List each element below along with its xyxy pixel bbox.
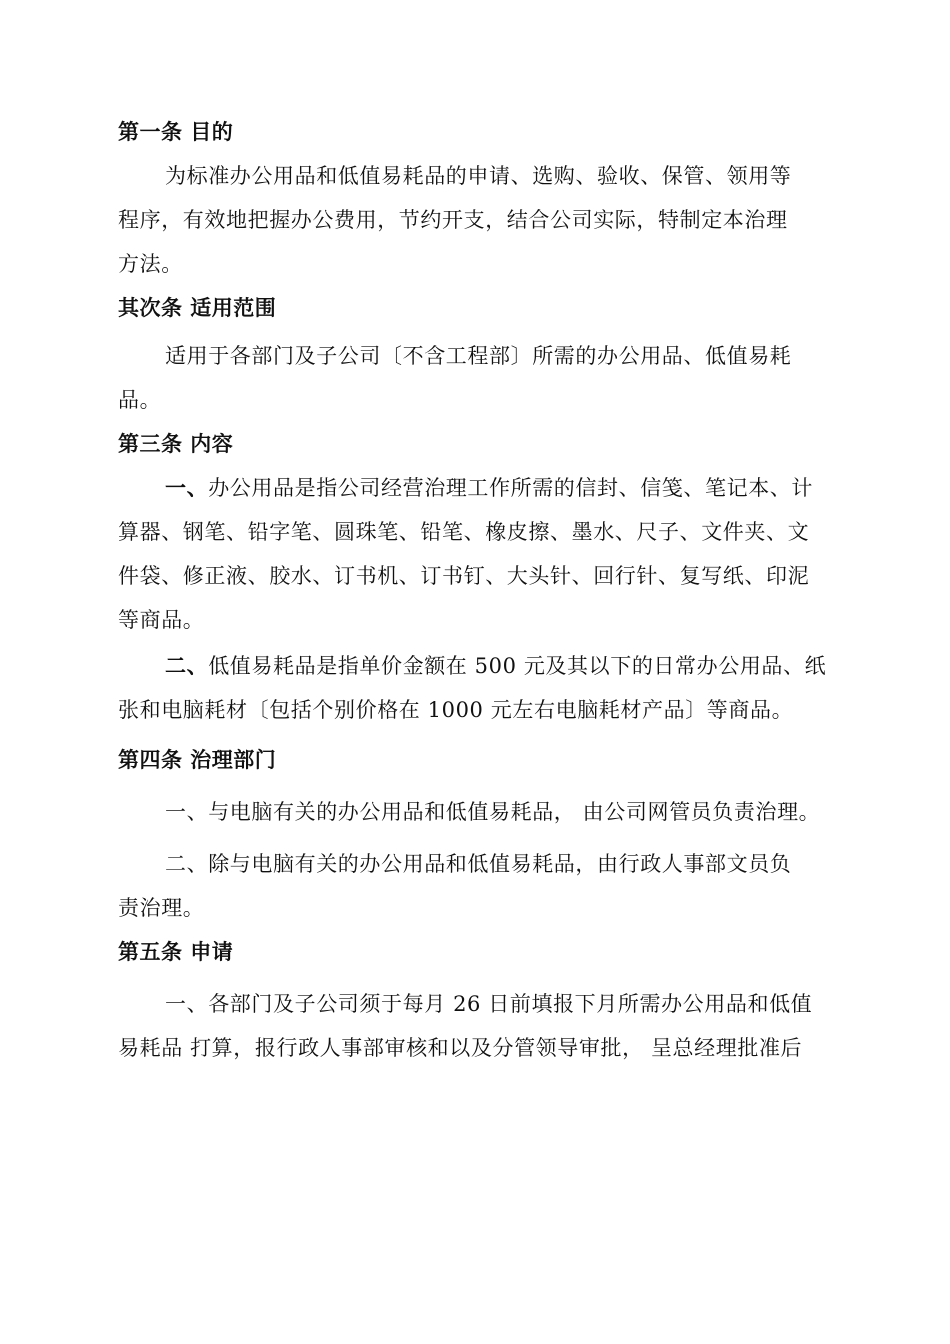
article-2-paragraph-line: 适用于各部门及子公司〔不含工程部〕所需的办公用品、低值易耗	[165, 344, 792, 368]
article-4-paragraph-line: 一、与电脑有关的办公用品和低值易耗品， 由公司网管员负责治理。	[165, 800, 821, 824]
article-4-paragraph-line: 责治理。	[118, 896, 205, 920]
article-4-paragraph-line: 二、除与电脑有关的办公用品和低值易耗品，由行政人事部文员负	[165, 852, 792, 876]
article-1-paragraph-line: 方法。	[118, 252, 183, 276]
item-1-number: 一、	[165, 476, 209, 500]
article-2-paragraph-line: 品。	[118, 388, 162, 412]
article-3-item-1-line: 算器、钢笔、铅字笔、圆珠笔、铅笔、橡皮擦、墨水、尺子、文件夹、文	[118, 520, 810, 544]
article-5-paragraph-line: 一、各部门及子公司须于每月 26 日前填报下月所需办公用品和低值	[165, 992, 813, 1016]
item-1-text: 办公用品是指公司经营治理工作所需的信封、信笺、笔记本、计	[208, 476, 814, 500]
article-3-item-1-first-line	[165, 474, 813, 502]
article-4-heading: 第四条 治理部门	[118, 748, 277, 772]
article-3-item-2-line: 张和电脑耗材〔包括个别价格在 1000 元左右电脑耗材产品〕等商品。	[118, 698, 794, 722]
article-1-paragraph-line: 程序，有效地把握办公费用，节约开支，结合公司实际，特制定本治理	[118, 208, 788, 232]
article-1-heading: 第一条 目的	[118, 120, 234, 144]
article-1-paragraph-line: 为标准办公用品和低值易耗品的申请、选购、验收、保管、领用等	[165, 164, 792, 188]
article-2-heading: 其次条 适用范围	[118, 296, 277, 320]
article-5-paragraph-line: 易耗品 打算，报行政人事部审核和以及分管领导审批， 呈总经理批准后	[118, 1036, 803, 1060]
item-2-text: 低值易耗品是指单价金额在 500 元及其以下的日常办公用品、纸	[208, 654, 827, 678]
article-3-item-1-line: 件袋、修正液、胶水、订书机、订书钉、大头针、回行针、复写纸、印泥	[118, 564, 810, 588]
article-3-item-2-first-line	[165, 652, 826, 680]
article-5-heading: 第五条 申请	[118, 940, 234, 964]
article-3-heading: 第三条 内容	[118, 432, 234, 456]
article-3-item-1-line: 等商品。	[118, 608, 205, 632]
item-2-number: 二、	[165, 654, 209, 678]
